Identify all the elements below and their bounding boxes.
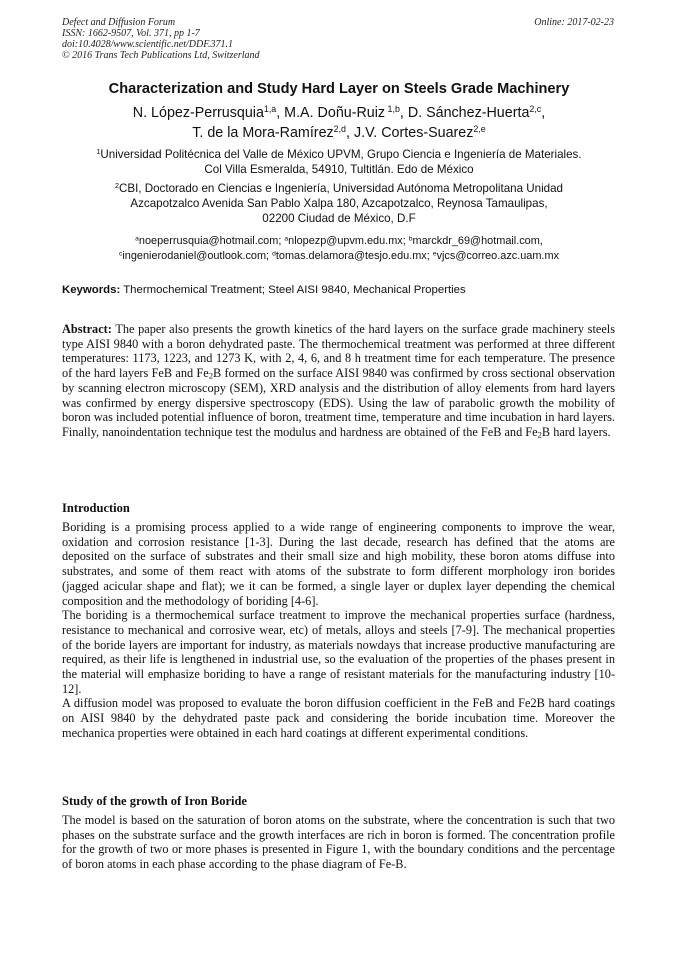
email-sup: a	[135, 235, 139, 243]
author-list	[40, 103, 638, 143]
doi: doi:10.4028/www.scientific.net/DDF.371.1	[62, 39, 234, 50]
author-name: , M.A. Doñu-Ruiz	[276, 105, 386, 121]
keywords	[62, 284, 466, 296]
affiliation-2	[40, 181, 638, 226]
keywords-label: Keywords:	[62, 284, 121, 296]
author-sup: 1,b	[385, 104, 400, 115]
affiliation-sup: 1	[96, 147, 101, 157]
paragraph: The boriding is a thermochemical surface treatment to improve the mechanical properties surface (hardness, resistance to mechanical and corrosive wear, etc) of metals, alloys and steels [7-9]. The mechanical properties of the boride layers are important for industry, as materials nowdays that increase productive manufacturing are required, as their life is lengthened in industrial use, so the evaluation of the properties of the phases present in the material will emphasize boriding to have a range of resistant materials for the manufacturing industry [10-12].	[62, 608, 615, 696]
author-sup: 2,d	[333, 124, 346, 135]
journal-info	[62, 17, 260, 61]
study-body	[62, 813, 615, 872]
author-name: , J.V. Cortes-Suarez	[346, 125, 474, 141]
email-sup: a	[284, 235, 289, 243]
affiliation-line: 02200 Ciudad de México, D.F	[262, 212, 416, 225]
paper-title: Characterization and Study Hard Layer on Steels Grade Machinery	[108, 81, 570, 97]
journal-name: Defect and Diffusion Forum	[62, 17, 176, 28]
email-link[interactable]: noeperrusquia@hotmail.com;	[138, 235, 285, 247]
email-sup: b	[408, 235, 413, 243]
author-sup: 2,c	[529, 104, 542, 115]
paragraph: Boriding is a promising process applied to a wide range of engineering components to improve the wear, oxidation and corrosion resistance [1-3]. During the last decade, research has defined that the atoms are deposited on the surface of substrates and their small size and high mobility, these boron atoms diffuse into substrates, and some of them react with atoms of the substrate to form different morphology iron borides (jagged acicular shape and flat); we it can be formed, a single layer or duplex layer depending the chemical composition and the methodology of boriding [4-6].	[62, 520, 615, 608]
abstract-label: Abstract:	[62, 322, 112, 336]
email-sup: d	[272, 250, 276, 258]
subscript: 2	[537, 429, 542, 440]
copyright: © 2016 Trans Tech Publications Ltd, Switzerland	[62, 50, 260, 61]
author-sup: 1,a	[263, 104, 277, 115]
affiliation-line: Col Villa Esmeralda, 54910, Tultitlán. Edo de México	[204, 163, 474, 176]
section-heading-study: Study of the growth of Iron Boride	[62, 794, 247, 808]
keywords-text: Thermochemical Treatment; Steel AISI 9840, Mechanical Properties	[120, 284, 466, 296]
affiliation-1	[40, 147, 638, 177]
email-list	[40, 234, 638, 264]
email-link[interactable]: nlopezp@upvm.edu.mx;	[288, 235, 409, 247]
author-sup: 2,e	[473, 124, 486, 135]
subscript: 2	[208, 370, 214, 381]
introduction-body	[62, 520, 615, 741]
email-sup: e	[432, 250, 437, 258]
email-link[interactable]: vjcs@correo.azc.uam.mx	[436, 250, 559, 262]
section-heading-introduction: Introduction	[62, 501, 130, 515]
email-link[interactable]: tomas.delamora@tesjo.edu.mx;	[275, 250, 433, 262]
abstract-text: B hard layers.	[541, 424, 611, 439]
affiliation-line: Universidad Politécnica del Valle de México UPVM, Grupo Ciencia e Ingeniería de Materiales.	[100, 148, 582, 161]
paragraph: The model is based on the saturation of boron atoms on the substrate, where the concentration is such that two phases on the substrate surface and the growth interfaces are rich in boron is formed. The concentration profile for the growth of two or more phases is presented in Figure 1, with the boundary conditions and the percentage of boron atoms in each phase according to the phase diagram of Fe-B.	[62, 813, 615, 872]
abstract-text: The paper also presents the growth kinetics of the hard layers on the surface grade machinery steels type AISI 9840 with a boron dehydrated paste. The thermochemical treatment was performed at three different temperatures: 1173, 1223, and 1273 K, with 2, 4, 6, and 8 h treatment time for each temperature. The presence of the hard layers FeB and Fe	[62, 322, 615, 381]
affiliation-line: Azcapotzalco Avenida San Pablo Xalpa 180, Azcapotzalco, Reynosa Tamaulipas,	[130, 197, 548, 210]
affiliation-sup: 2	[114, 181, 119, 191]
email-sup: c	[119, 250, 123, 258]
abstract	[62, 322, 615, 440]
email-link[interactable]: ingenierodaniel@outlook.com;	[122, 250, 273, 262]
author-name: , D. Sánchez-Huerta	[399, 105, 530, 121]
author-separator: ,	[541, 105, 546, 121]
online-date: Online: 2017-02-23	[534, 17, 614, 28]
email-link[interactable]: marckdr_69@hotmail.com,	[412, 235, 543, 247]
author-name: N. López-Perrusquia	[132, 105, 264, 121]
issn: ISSN: 1662-9507, Vol. 371, pp 1-7	[62, 28, 200, 39]
paragraph: A diffusion model was proposed to evaluate the boron diffusion coefficient in the FeB and Fe2B hard coatings on AISI 9840 by the dehydrated paste pack and considering the boride incubation time. Moreover the mechanica properties were obtained in each hard coatings at different experimental conditions.	[62, 696, 615, 740]
abstract-text: B formed on the surface AISI 9840 was confirmed by cross sectional observation by scanning electron microscopy (SEM), XRD analysis and the distribution of alloy elements from hard layers was confirmed by energy dispersive spectroscopy (EDS). Using the law of parabolic growth the mobility of boron was included potential influence of boron, treatment time, temperature and time incubation in hard layers. Finally, nanoindentation technique test the modulus and hardness are obtained of the FeB and Fe	[62, 366, 615, 439]
author-name: T. de la Mora-Ramírez	[192, 125, 334, 141]
affiliation-line: CBI, Doctorado en Ciencias e Ingeniería, Universidad Autónoma Metropolitana Unidad	[118, 182, 564, 195]
